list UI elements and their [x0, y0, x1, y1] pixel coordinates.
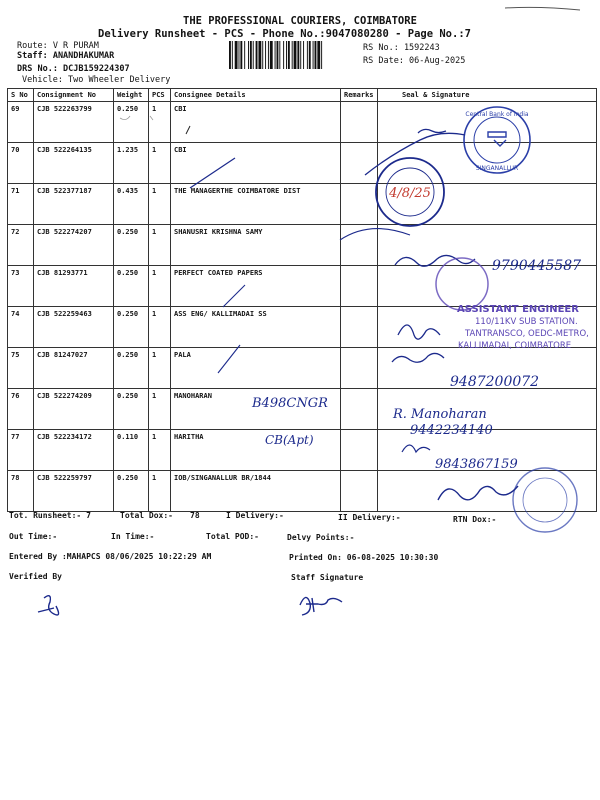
- row-pcs: 1: [149, 102, 171, 143]
- row-consignment-no: CJB 522259797: [34, 471, 114, 512]
- row-seal-signature: [378, 348, 597, 389]
- row-weight: 0.250: [114, 471, 149, 512]
- barcode-bar: [253, 41, 254, 69]
- route-label: Route: V R PURAM: [17, 41, 99, 51]
- barcode-bar: [294, 41, 297, 69]
- table-row: [8, 143, 597, 184]
- barcode-bar: [256, 41, 258, 69]
- row-sno: 75: [8, 348, 34, 389]
- barcode-bar: [307, 41, 308, 69]
- verified-by: Verified By: [9, 572, 62, 581]
- row-seal-signature: [378, 266, 597, 307]
- table-row: [8, 471, 597, 512]
- ii-delivery: II Delivery:-: [338, 513, 401, 522]
- col-header-remarks: Remarks: [341, 89, 378, 102]
- row-pcs: 1: [149, 184, 171, 225]
- row-seal-signature: [378, 307, 597, 348]
- barcode-bar: [315, 41, 317, 69]
- row-consignment-no: CJB 522274209: [34, 389, 114, 430]
- barcode-bar: [292, 41, 293, 69]
- table-row: [8, 225, 597, 266]
- staff-signature-label: Staff Signature: [291, 573, 364, 582]
- table-row: [8, 348, 597, 389]
- in-time: In Time:-: [111, 532, 155, 541]
- barcode-bar: [239, 41, 240, 69]
- stamp-line-2: 110/11KV SUB STATION.: [475, 317, 578, 327]
- row78-phone: 9843867159: [435, 457, 518, 472]
- row-sno: 77: [8, 430, 34, 471]
- row-consignment-no: CJB 522259463: [34, 307, 114, 348]
- row77-note: CB(Apt): [265, 433, 314, 447]
- barcode-bar: [309, 41, 311, 69]
- barcode-bar: [317, 41, 320, 69]
- row-consignee: PERFECT COATED PAPERS: [171, 266, 341, 307]
- col-header-sno: S No: [8, 89, 34, 102]
- row-consignee: PALA: [171, 348, 341, 389]
- total-pod: Total POD:-: [206, 532, 259, 541]
- barcode-bar: [248, 41, 249, 69]
- out-time: Out Time:-: [9, 532, 58, 541]
- row-pcs: 1: [149, 143, 171, 184]
- runsheet-subtitle: Delivery Runsheet - PCS - Phone No.:9047080280 - Page No.:7: [98, 28, 471, 40]
- rtn-dox: RTN Dox:-: [453, 515, 497, 524]
- row-remarks: [341, 471, 378, 512]
- row-remarks: [341, 389, 378, 430]
- barcode-bar: [313, 41, 314, 69]
- row-consignment-no: CJB 522263799: [34, 102, 114, 143]
- row-consignee: SHANUSRI KRISHNA SAMY: [171, 225, 341, 266]
- barcode-bar: [303, 41, 304, 69]
- col-header-pcs: PCS: [149, 89, 171, 102]
- barcode-bar: [270, 41, 273, 69]
- row-pcs: 1: [149, 471, 171, 512]
- row-sno: 72: [8, 225, 34, 266]
- total-dox-value: 78: [190, 511, 200, 520]
- rs-number: RS No.: 1592243: [363, 43, 440, 53]
- row75-phone: 9487200072: [450, 374, 540, 390]
- barcode-bar: [235, 41, 238, 69]
- barcode-bar: [275, 41, 276, 69]
- printed-on: Printed On: 06-08-2025 10:30:30: [289, 553, 439, 562]
- table-row: [8, 307, 597, 348]
- table-header-row: [8, 89, 597, 102]
- row-consignment-no: CJB 81293771: [34, 266, 114, 307]
- table-row: [8, 266, 597, 307]
- col-header-consignee: Consignee Details: [171, 89, 341, 102]
- i-delivery: I Delivery:-: [226, 511, 284, 520]
- row71-date-note: 4/8/25: [389, 186, 431, 201]
- row-consignment-no: CJB 522377187: [34, 184, 114, 225]
- rs-date: RS Date: 06-Aug-2025: [363, 56, 466, 66]
- barcode-bar: [286, 41, 287, 69]
- row-consignment-no: CJB 81247027: [34, 348, 114, 389]
- barcode-bar: [262, 41, 263, 69]
- barcode-bar: [258, 41, 261, 69]
- row-remarks: [341, 184, 378, 225]
- barcode-bar: [250, 41, 252, 69]
- row-pcs: 1: [149, 430, 171, 471]
- drs-label: DRS No.: DCJB159224307: [17, 64, 130, 74]
- verified-by-signature: [38, 596, 59, 615]
- row-weight: 0.250: [114, 389, 149, 430]
- col-header-weight: Weight: [114, 89, 149, 102]
- row-sno: 69: [8, 102, 34, 143]
- central-bank-text: Central Bank of India: [465, 111, 529, 118]
- row-consignee: THE MANAGERTHE COIMBATORE DIST: [171, 184, 341, 225]
- barcode-image: [229, 41, 356, 69]
- row-sno: 76: [8, 389, 34, 430]
- row-weight: 0.250: [114, 266, 149, 307]
- row-consignee: MANOHARAN: [171, 389, 341, 430]
- staff-signature: [300, 597, 342, 615]
- row-sno: 73: [8, 266, 34, 307]
- company-title: THE PROFESSIONAL COURIERS, COIMBATORE: [183, 15, 417, 27]
- barcode-bar: [297, 41, 299, 69]
- row-weight: 1.235: [114, 143, 149, 184]
- row-pcs: 1: [149, 307, 171, 348]
- row-remarks: [341, 430, 378, 471]
- table-row: [8, 430, 597, 471]
- singanallur-text: SINGANALLUR: [475, 165, 519, 172]
- row-seal-signature: [378, 102, 597, 143]
- row-sno: 71: [8, 184, 34, 225]
- row-weight: 0.250: [114, 102, 149, 143]
- row-seal-signature: [378, 471, 597, 512]
- row-remarks: [341, 266, 378, 307]
- barcode-bar: [265, 41, 266, 69]
- row-consignment-no: CJB 522234172: [34, 430, 114, 471]
- row-weight: 0.250: [114, 307, 149, 348]
- row-consignee: ASS ENG/ KALLIMADAI SS: [171, 307, 341, 348]
- row-seal-signature: [378, 143, 597, 184]
- row-weight: 0.110: [114, 430, 149, 471]
- delvy-points: Delvy Points:-: [287, 533, 355, 542]
- row-remarks: [341, 307, 378, 348]
- row-weight: 0.250: [114, 348, 149, 389]
- row-pcs: 1: [149, 348, 171, 389]
- row77-name: R. Manoharan: [393, 407, 487, 422]
- barcode-bar: [244, 41, 245, 69]
- row-consignee: IOB/SINGANALLUR BR/1844: [171, 471, 341, 512]
- row-seal-signature: [378, 225, 597, 266]
- barcode-bar: [288, 41, 290, 69]
- vehicle-label: Vehicle: Two Wheeler Delivery: [22, 75, 171, 85]
- row-seal-signature: [378, 184, 597, 225]
- row77-phone: 9442234140: [410, 423, 493, 438]
- barcode-bar: [300, 41, 301, 69]
- row-consignee: HARITHA: [171, 430, 341, 471]
- stamp-line-3: TANTRANSCO, OEDC-METRO,: [465, 329, 589, 339]
- row-consignment-no: CJB 522274207: [34, 225, 114, 266]
- row-remarks: [341, 143, 378, 184]
- row-sno: 74: [8, 307, 34, 348]
- barcode-bar: [240, 41, 242, 69]
- total-dox-label: Total Dox:-: [120, 511, 173, 520]
- row-remarks: [341, 348, 378, 389]
- top-scribble: [505, 7, 580, 10]
- entered-by: Entered By :MAHAPCS 08/06/2025 10:22:29 AM: [9, 552, 212, 561]
- row-sno: 70: [8, 143, 34, 184]
- row-consignee: CBI: [171, 143, 341, 184]
- staff-label: Staff: ANANDHAKUMAR: [17, 51, 115, 61]
- row-remarks: [341, 102, 378, 143]
- row-consignment-no: CJB 522264135: [34, 143, 114, 184]
- row-remarks: [341, 225, 378, 266]
- table-row: [8, 389, 597, 430]
- row-consignee: CBI: [171, 102, 341, 143]
- col-header-consignment: Consignment No: [34, 89, 114, 102]
- table-row: [8, 184, 597, 225]
- tot-runsheet: Tot. Runsheet:- 7: [9, 511, 91, 520]
- col-header-seal: Seal & Signature: [378, 89, 597, 102]
- runsheet-table: [7, 88, 597, 512]
- barcode-bar: [277, 41, 279, 69]
- row-weight: 0.250: [114, 225, 149, 266]
- barcode-bar: [268, 41, 269, 69]
- stamp-line-1: ASSISTANT ENGINEER: [457, 304, 579, 315]
- barcode-bar: [229, 41, 231, 69]
- barcode-bar: [232, 41, 233, 69]
- row-seal-signature: [378, 389, 597, 430]
- row-pcs: 1: [149, 225, 171, 266]
- table-row: [8, 102, 597, 143]
- row-sno: 78: [8, 471, 34, 512]
- row-weight: 0.435: [114, 184, 149, 225]
- barcode-bar: [279, 41, 280, 69]
- stamp-line-4: KALLIMADAI, COIMBATORE: [458, 341, 572, 351]
- barcode-bar: [321, 41, 322, 69]
- row73-phone: 9790445587: [492, 258, 582, 274]
- row-pcs: 1: [149, 266, 171, 307]
- row-pcs: 1: [149, 389, 171, 430]
- barcode-bar: [283, 41, 284, 69]
- row76-code: B498CNGR: [252, 396, 328, 411]
- row-seal-signature: [378, 430, 597, 471]
